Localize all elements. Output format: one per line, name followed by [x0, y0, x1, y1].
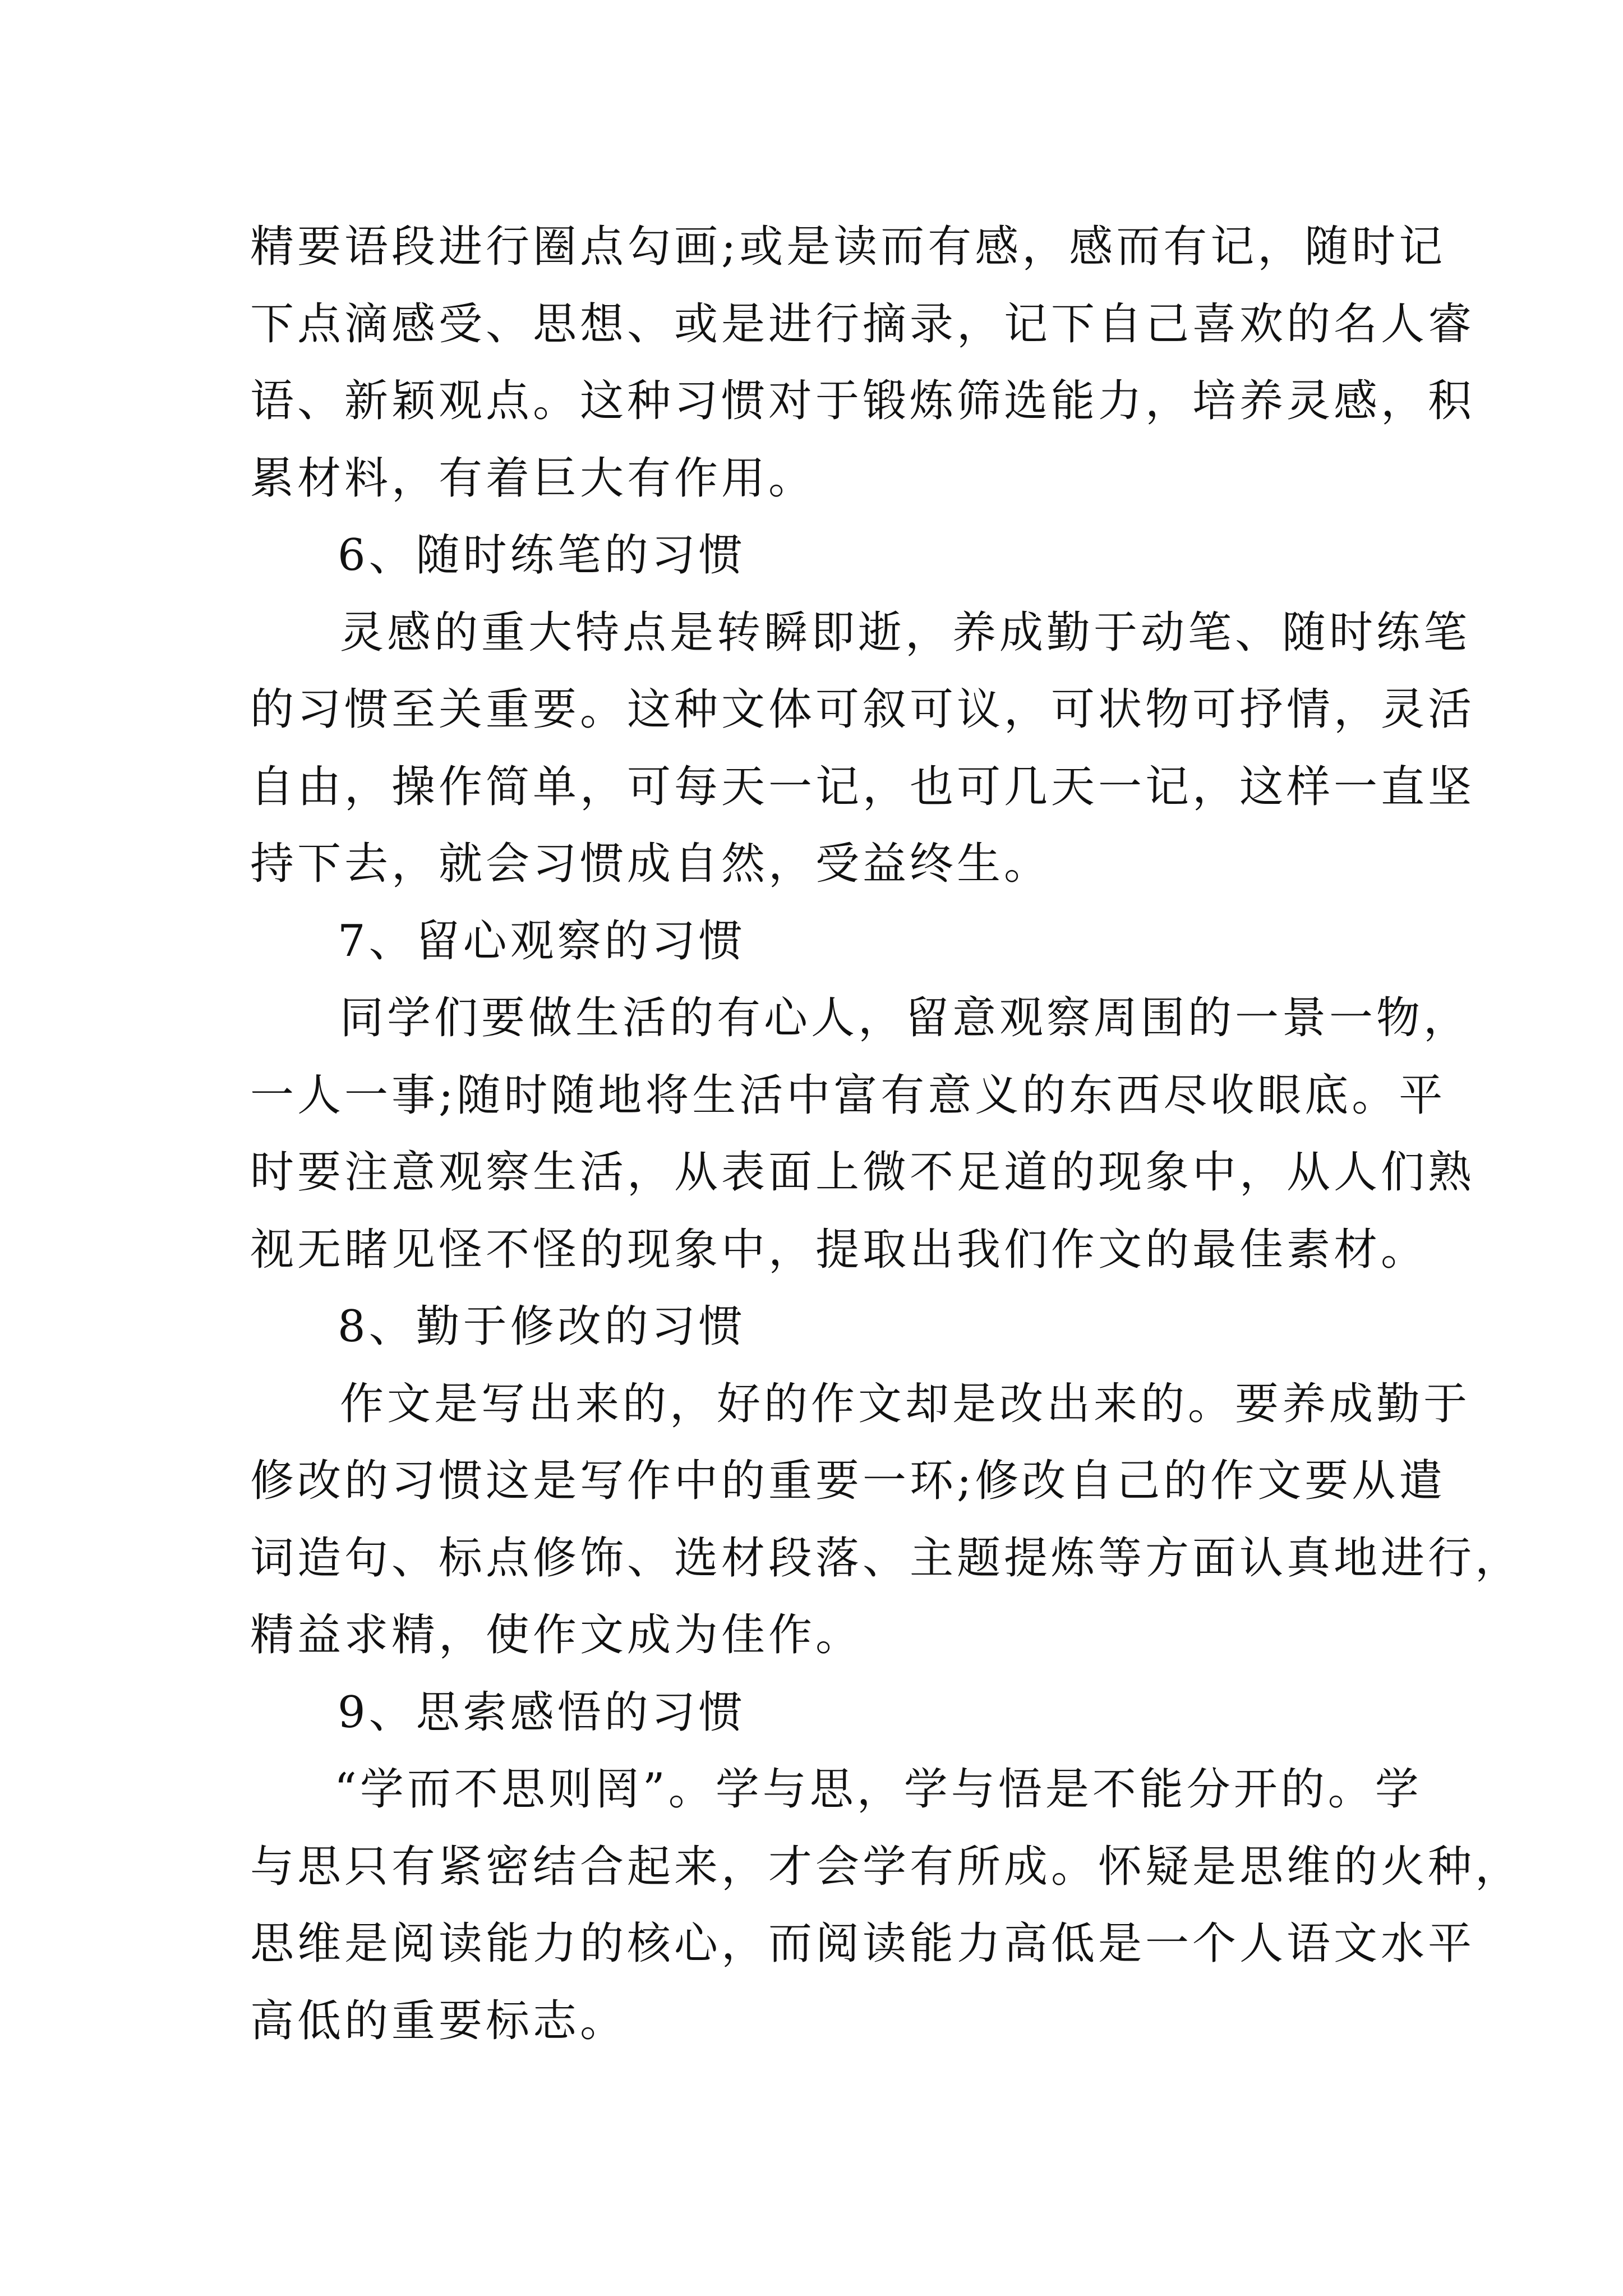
text-line: 与思只有紧密结合起来，才会学有所成。怀疑是思维的火种， [250, 1841, 1523, 1892]
text-line: 视无睹见怪不怪的现象中，提取出我们作文的最佳素材。 [250, 1224, 1428, 1275]
text-line: 下点滴感受、思想、或是进行摘录，记下自己喜欢的名人睿 [250, 298, 1476, 349]
text-line: 自由，操作简单，可每天一记，也可几天一记，这样一直坚 [250, 761, 1476, 812]
text-line: 时要注意观察生活，从表面上微不足道的现象中，从人们熟 [250, 1147, 1476, 1198]
text-line: 语、新颖观点。这种习惯对于锻炼筛选能力，培养灵感，积 [250, 376, 1476, 426]
text-line: 高低的重要标志。 [250, 1995, 628, 2046]
section-heading-6: 6、随时练笔的习惯 [338, 530, 746, 581]
text-line: 累材料，有着巨大有作用。 [250, 453, 816, 504]
text-line: 思维是阅读能力的核心，而阅读能力高低是一个人语文水平 [250, 1918, 1476, 1969]
section-heading-9: 9、思索感悟的习惯 [338, 1687, 746, 1738]
section-heading-7: 7、留心观察的习惯 [338, 915, 746, 967]
text-line: 精要语段进行圈点勾画;或是读而有感，感而有记，随时记 [250, 222, 1446, 272]
text-line: 持下去，就会习惯成自然，受益终生。 [250, 839, 1052, 889]
text-line: 词造句、标点修饰、选材段落、主题提炼等方面认真地进行， [250, 1533, 1523, 1584]
text-line: 修改的习惯这是写作中的重要一环;修改自己的作文要从遣 [250, 1456, 1446, 1506]
text-line: 灵感的重大特点是转瞬即逝，养成勤于动笔、随时练笔 [340, 607, 1471, 658]
section-heading-8: 8、勤于修改的习惯 [338, 1301, 746, 1352]
body-text [250, 209, 1523, 2060]
text-line: 一人一事;随时随地将生活中富有意义的东西尽收眼底。平 [250, 1070, 1446, 1121]
text-line: 同学们要做生活的有心人，留意观察周围的一景一物， [340, 993, 1471, 1043]
text-line: “学而不思则罔”。学与思，学与悟是不能分开的。学 [334, 1764, 1422, 1815]
text-line: 的习惯至关重要。这种文体可叙可议，可状物可抒情，灵活 [250, 684, 1476, 735]
text-line: 作文是写出来的，好的作文却是改出来的。要养成勤于 [340, 1378, 1471, 1429]
text-line: 精益求精，使作文成为佳作。 [250, 1610, 863, 1660]
